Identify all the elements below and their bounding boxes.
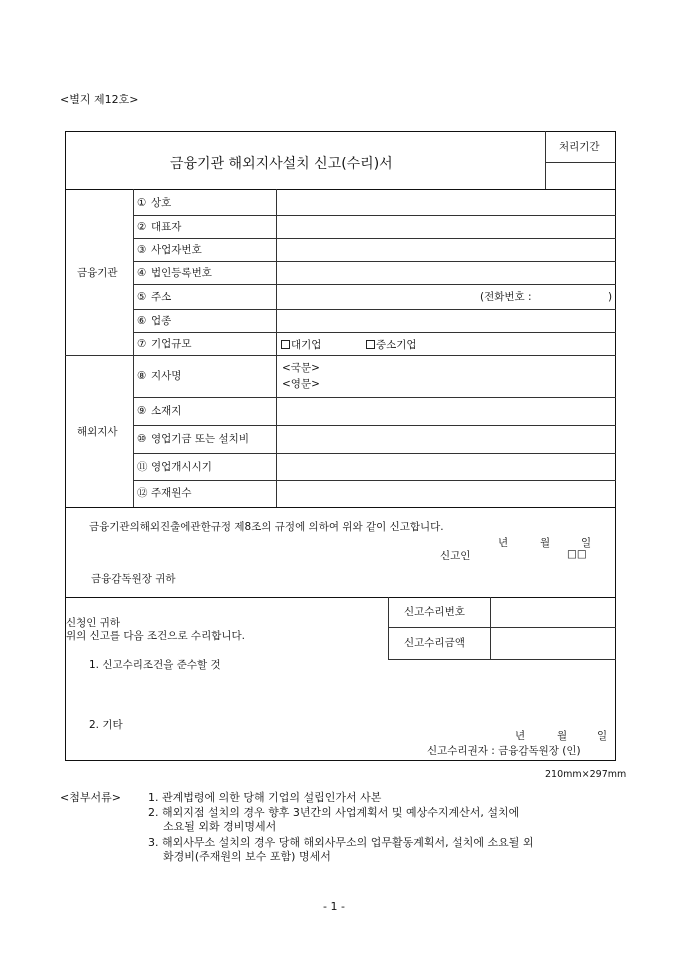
- paper-size: 210mm×297mm: [545, 769, 627, 780]
- declaration-text: 금융기관의해외진출에관한규정 제8조의 규정에 의하여 위와 같이 신고합니다.: [89, 521, 444, 533]
- acceptance-number-label: 신고수리번호: [404, 606, 465, 618]
- size-large-option[interactable]: 대기업: [281, 339, 321, 351]
- acceptance-authority: 신고수리권자 : 금융감독원장 (인): [427, 745, 581, 757]
- field-trade-name: ① 상호: [137, 197, 172, 209]
- acceptance-amount-label: 신고수리금액: [404, 637, 465, 649]
- declarant-label: 신고인: [440, 550, 471, 562]
- declarant-seal: □□: [567, 548, 587, 560]
- field-address: ⑤ 주소: [137, 291, 172, 303]
- field-resident-staff: ⑫ 주재원수: [137, 487, 192, 499]
- business-number-value[interactable]: [278, 239, 614, 260]
- form-number: <별지 제12호>: [60, 93, 139, 106]
- field-company-size: ⑦ 기업규모: [137, 338, 192, 350]
- checkbox[interactable]: [281, 340, 290, 349]
- branch-name-english: <영문>: [282, 378, 320, 390]
- checkbox[interactable]: [366, 340, 375, 349]
- attachment-item-3-cont: 화경비(주재원의 보수 포함) 명세서: [163, 850, 331, 863]
- trade-name-value[interactable]: [278, 192, 614, 214]
- declaration-month: 월: [540, 537, 551, 549]
- declaration-year: 년: [498, 537, 509, 549]
- acceptance-condition-1: 1. 신고수리조건을 준수할 것: [89, 659, 221, 671]
- industry-value[interactable]: [278, 310, 614, 331]
- form-title: 금융기관 해외지사설치 신고(수리)서: [170, 156, 393, 172]
- attachment-item-3: 3. 해외사무소 설치의 경우 당해 해외사무소의 업무활동계획서, 설치에 소요될 외: [148, 836, 534, 849]
- size-sme-option[interactable]: 중소기업: [366, 339, 417, 351]
- field-location: ⑨ 소재지: [137, 405, 182, 417]
- processing-period-label: 처리기간: [559, 141, 600, 153]
- field-industry: ⑥ 업종: [137, 315, 172, 327]
- institution-section-label: 금융기관: [77, 267, 118, 279]
- attachment-item-2-cont: 소요될 외화 경비명세서: [163, 820, 277, 833]
- field-operating-fund: ⑩ 영업기금 또는 설치비: [137, 433, 249, 445]
- field-corporate-registration: ④ 법인등록번호: [137, 267, 212, 279]
- acceptance-condition-2: 2. 기타: [89, 719, 123, 731]
- acceptance-year: 년: [515, 730, 526, 742]
- attachment-item-1: 1. 관계법령에 의한 당해 기업의 설립인가서 사본: [148, 791, 382, 804]
- field-business-number: ③ 사업자번호: [137, 244, 202, 256]
- acceptance-day: 일: [597, 730, 608, 742]
- acceptance-number-value[interactable]: [492, 599, 614, 626]
- corporate-registration-value[interactable]: [278, 262, 614, 283]
- branch-name-korean: <국문>: [282, 362, 320, 374]
- declaration-addressee: 금융감독원장 귀하: [91, 573, 176, 585]
- field-start-date: ⑪ 영업개시시기: [137, 461, 212, 473]
- address-value[interactable]: [278, 285, 468, 308]
- phone-label: (전화번호 :: [480, 291, 532, 303]
- declaration-day: 일: [581, 537, 592, 549]
- attachments-label: <첨부서류>: [60, 791, 121, 804]
- representative-value[interactable]: [278, 216, 614, 237]
- acceptance-addressee: 신청인 귀하: [66, 617, 121, 629]
- processing-period-value: [546, 163, 615, 188]
- attachment-item-2: 2. 해외지점 설치의 경우 향후 3년간의 사업계획서 및 예상수지계산서, 설치에: [148, 806, 520, 819]
- field-branch-name: ⑧ 지사명: [137, 370, 182, 382]
- acceptance-month: 월: [557, 730, 568, 742]
- acceptance-statement: 위의 신고를 다음 조건으로 수리합니다.: [66, 630, 245, 642]
- phone-close: ): [608, 291, 613, 303]
- acceptance-amount-value[interactable]: [492, 629, 614, 658]
- branch-section-label: 해외지사: [77, 426, 118, 438]
- page-number: - 1 -: [323, 900, 345, 913]
- field-representative: ② 대표자: [137, 221, 182, 233]
